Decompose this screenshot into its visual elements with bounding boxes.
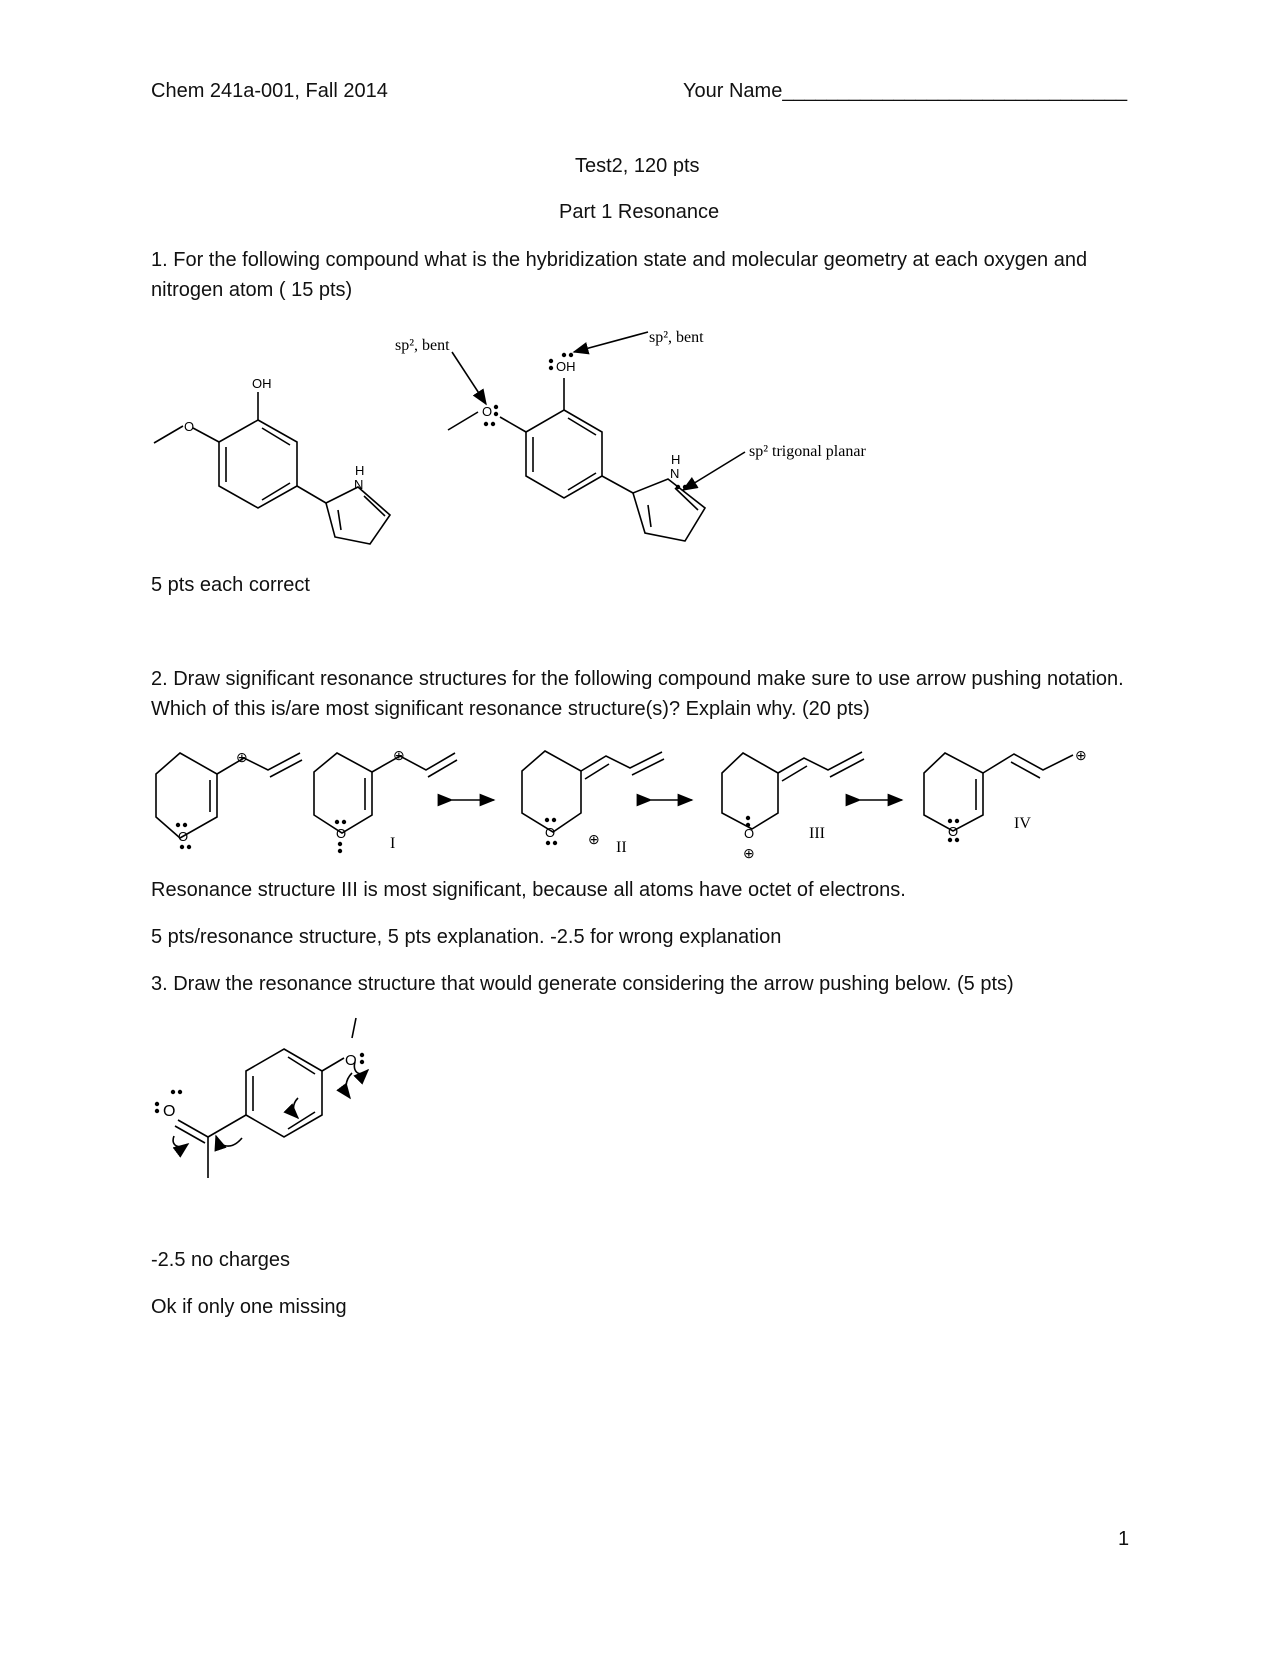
q2-o-II: O — [545, 825, 556, 840]
q2-prompt: 2. Draw significant resonance structures for the following compound make sure to use arrow pushing notation. Which of this is/are most significant resonance structure(s)? Explain why. (20 pts) — [151, 668, 1124, 720]
q2-charge-start: ⊕ — [236, 749, 248, 765]
q2-o-start: O — [178, 829, 189, 844]
q2-label-IV: IV — [1014, 815, 1031, 832]
q1-h-label-2: H — [671, 452, 681, 467]
q1-h-label-1: H — [355, 463, 365, 478]
q1-hydroxyl-label: sp², bent — [649, 329, 704, 346]
q3-molecule — [175, 1018, 356, 1178]
q2-label-I: I — [390, 835, 396, 852]
q2-o-IV: O — [948, 824, 959, 839]
part-title: Part 1 Resonance — [559, 201, 720, 223]
q1-prompt: 1. For the following compound what is the hybridization state and molecular geometry at each oxygen and nitrogen atom ( 15 pts) — [151, 249, 1088, 301]
page-number: 1 — [1118, 1528, 1130, 1550]
q1-o-label-2: O — [482, 404, 493, 419]
q2-charge-II: ⊕ — [588, 831, 600, 847]
q2-scoring: 5 pts/resonance structure, 5 pts explanation. -2.5 for wrong explanation — [151, 926, 782, 948]
q1-o-label-1: O — [184, 419, 195, 434]
q2-o-III: O — [744, 826, 755, 841]
q2-charge-III: ⊕ — [743, 845, 755, 861]
q1-n-label-2: N — [670, 466, 680, 481]
q2-structure-III — [722, 752, 864, 829]
q3-prompt: 3. Draw the resonance structure that would generate considering the arrow pushing below. (5 pts) — [151, 973, 1014, 995]
q1-oh-label-1: OH — [252, 376, 272, 391]
q2-charge-I: ⊕ — [393, 747, 405, 763]
q1-ether-label: sp², bent — [395, 337, 450, 354]
q2-charge-IV: ⊕ — [1075, 747, 1087, 763]
q2-structure-II — [522, 751, 664, 832]
course-title: Chem 241a-001, Fall 2014 — [151, 80, 388, 102]
q2-answer: Resonance structure III is most significant, because all atoms have octet of electrons. — [151, 879, 906, 901]
q2-o-I: O — [336, 826, 347, 841]
q1-oh-label-2: OH — [556, 359, 576, 374]
q1-nitrogen-label: sp² trigonal planar — [749, 443, 866, 460]
q2-label-III: III — [809, 825, 825, 842]
q3-carbonyl-o: O — [163, 1103, 176, 1120]
q1-scoring: 5 pts each correct — [151, 574, 310, 596]
q3-scoring-charges: -2.5 no charges — [151, 1249, 290, 1271]
q2-label-II: II — [616, 839, 627, 856]
test-title: Test2, 120 pts — [575, 155, 700, 177]
q3-phenoxide-o: O — [345, 1052, 357, 1069]
q1-molecule-annotated — [448, 378, 705, 541]
q1-n-label-1: N — [354, 477, 364, 492]
q2-structure-IV — [924, 753, 1073, 831]
q3-scoring-missing: Ok if only one missing — [151, 1296, 347, 1318]
name-field: Your Name_______________________________ — [683, 80, 1128, 102]
